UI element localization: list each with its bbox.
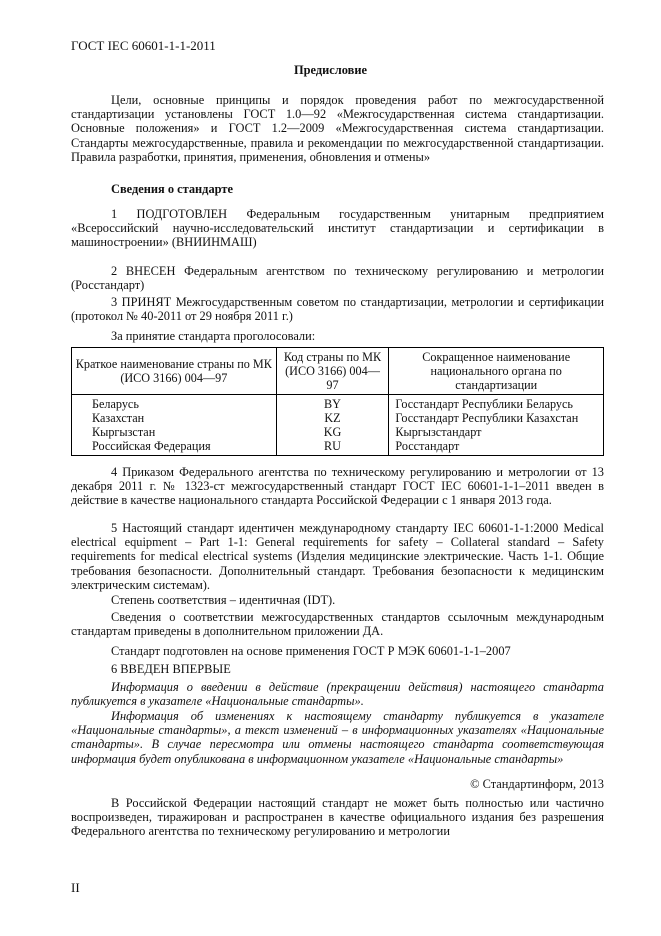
table-cell: Росстандарт xyxy=(389,439,604,456)
notice-introduction: Информация о введении в действие (прекращении действия) настоящего стандарта публикуется в указателе «Национальные стандарты». xyxy=(71,680,604,709)
foreword-title: Предисловие xyxy=(294,63,367,77)
item-5: 5 Настоящий стандарт идентичен международному стандарту IEC 60601-1-1:2000 Medical electrical equipment – Part 1-1: General requirements for safety – Collateral standard – Safety requirements for medical electrical systems (Изделия медицинские электрические. Часть 1-1. Общие требования безопасности. Дополнительный стандарт. Требования безопасности к медицинским электрическим системам). xyxy=(71,521,604,592)
page-number: II xyxy=(71,880,80,895)
table-header-cell: Код страны по МК (ИСО 3166) 004—97 xyxy=(276,348,389,395)
table-cell: Кыргызстан xyxy=(72,425,277,439)
table-row xyxy=(72,395,604,412)
foreword-paragraph: Цели, основные принципы и порядок проведения работ по межгосударственной стандартизации установлены ГОСТ 1.0—92 «Межгосударственная система стандартизации. Основные положения» и ГОСТ 1.2—2009 «Межгосударственная система стандартизации. Стандарты межгосударственные, правила и рекомендации по межгосударственной стандартизации. Правила разработки, принятия, применения, обновления и отмены» xyxy=(71,93,604,164)
table-cell: Кыргызстандарт xyxy=(389,425,604,439)
table-cell: RU xyxy=(276,439,389,456)
table-cell: Российская Федерация xyxy=(72,439,277,456)
table-cell: BY xyxy=(276,395,389,412)
section-heading: Сведения о стандарте xyxy=(111,182,233,196)
countries-table xyxy=(71,347,604,456)
table-cell: Госстандарт Республики Казахстан xyxy=(389,411,604,425)
item-4: 4 Приказом Федерального агентства по техническому регулированию и метрологии от 13 декабря 2011 г. № 1323-ст межгосударственный стандарт ГОСТ IEC 60601-1-1–2011 введен в действие в качестве национального стандарта Российской Федерации с 1 января 2013 года. xyxy=(71,465,604,508)
basis-note: Стандарт подготовлен на основе применения ГОСТ Р МЭК 60601-1-1–2007 xyxy=(111,644,511,658)
table-header-cell: Сокращенное наименование национального органа по стандартизации xyxy=(389,348,604,395)
table-cell: KG xyxy=(276,425,389,439)
reproduction-notice: В Российской Федерации настоящий стандарт не может быть полностью или частично воспроизведен, тиражирован и распространен в качестве официального издания без разрешения Федерального агентства по техническому регулированию и метрологии xyxy=(71,796,604,839)
table-row xyxy=(72,439,604,456)
table-row xyxy=(72,425,604,439)
table-cell: Казахстан xyxy=(72,411,277,425)
references-note: Сведения о соответствии межгосударственных стандартов ссылочным международным стандартам приведены в дополнительном приложении ДА. xyxy=(71,610,604,639)
info-item-2: 2 ВНЕСЕН Федеральным агентством по техническому регулированию и метрологии (Росстандарт) xyxy=(71,264,604,293)
notice-changes: Информация об изменениях к настоящему стандарту публикуется в указателе «Национальные стандарты», а текст изменений – в информационных указателях «Национальные стандарты». В случае пересмотра или отмены настоящего стандарта соответствующая информация будет опубликована в информационном указателе «Национальные стандарты» xyxy=(71,709,604,766)
document-header: ГОСТ IEC 60601-1-1-2011 xyxy=(71,38,216,53)
info-item-3: 3 ПРИНЯТ Межгосударственным советом по стандартизации, метрологии и сертификации (протокол № 40-2011 от 29 ноября 2011 г.) xyxy=(71,295,604,324)
table-cell: Беларусь xyxy=(72,395,277,412)
conformity-degree: Степень соответствия – идентичная (IDT). xyxy=(111,593,336,607)
table-row xyxy=(72,411,604,425)
copyright: © Стандартинформ, 2013 xyxy=(470,777,604,791)
table-cell: KZ xyxy=(276,411,389,425)
table-cell: Госстандарт Республики Беларусь xyxy=(389,395,604,412)
table-header-cell: Краткое наименование страны по МК (ИСО 3166) 004—97 xyxy=(72,348,277,395)
vote-intro: За принятие стандарта проголосовали: xyxy=(111,329,316,343)
item-6: 6 ВВЕДЕН ВПЕРВЫЕ xyxy=(111,662,231,676)
info-item-1: 1 ПОДГОТОВЛЕН Федеральным государственным унитарным предприятием «Всероссийский научно-исследовательский институт стандартизации и сертификации в машиностроении» (ВНИИНМАШ) xyxy=(71,207,604,250)
table-header-row xyxy=(72,348,604,395)
